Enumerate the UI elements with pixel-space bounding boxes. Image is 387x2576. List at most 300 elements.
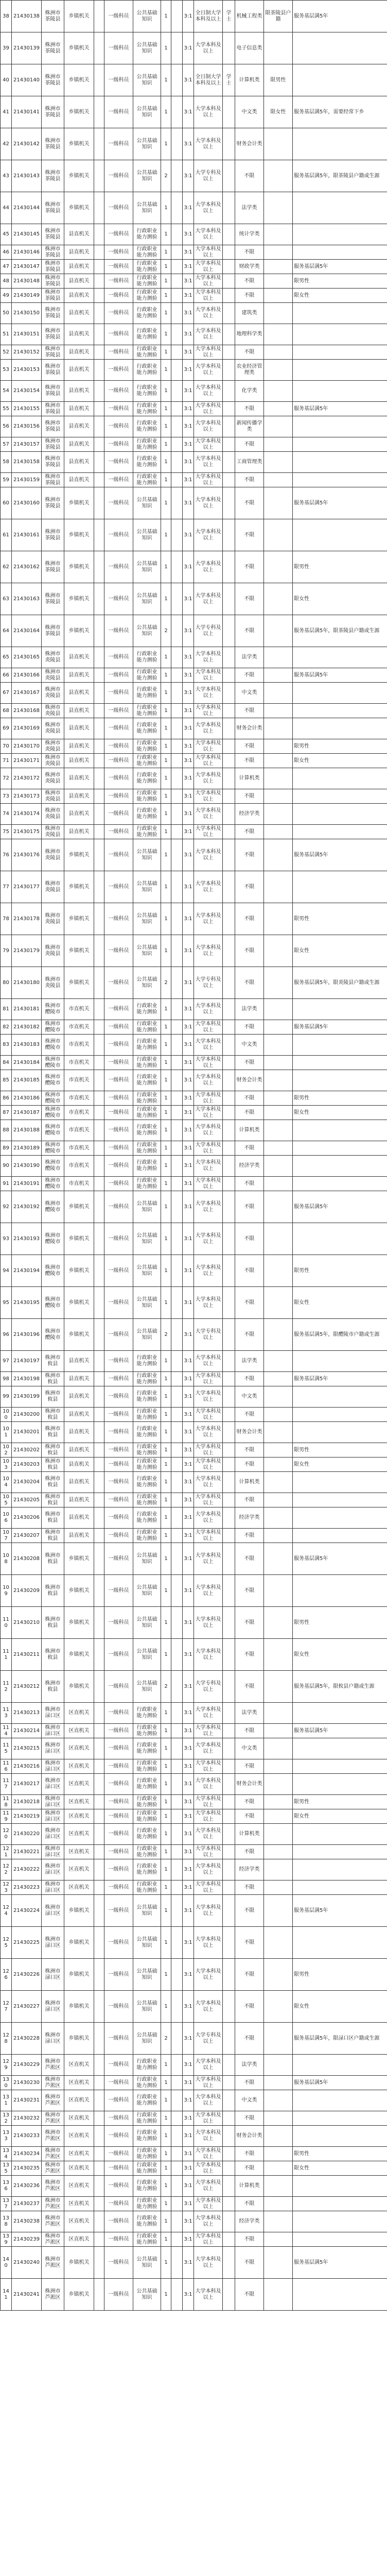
- cell-empty: [94, 1035, 104, 1056]
- cell-unit: 县直机关: [64, 739, 94, 754]
- cell-seq: 133: [1, 2126, 12, 2147]
- cell-unit: 县直机关: [64, 473, 94, 487]
- cell-major: 不限: [235, 345, 264, 360]
- cell-code: 21430172: [12, 768, 42, 789]
- cell-empty: [94, 224, 104, 245]
- cell-major: 财务会计类: [235, 718, 264, 739]
- cell-seq: 76: [1, 839, 12, 871]
- cell-note: 限男性: [293, 1091, 387, 1106]
- cell-other: 限茶陵县户籍: [264, 1, 293, 32]
- cell-seq: 127: [1, 1991, 12, 2023]
- cell-edu: 大学本科及以上: [194, 1287, 223, 1319]
- cell-edu: 大学本科及以上: [194, 2126, 223, 2147]
- cell-region: 株洲市茶陵县: [42, 96, 64, 128]
- cell-region: 株洲市渌口区: [42, 1895, 64, 1927]
- cell-ratio: 3:1: [183, 1671, 194, 1703]
- cell-degree: [223, 1639, 235, 1671]
- cell-count: 1: [161, 1774, 171, 1795]
- cell-code: 21430214: [12, 1724, 42, 1738]
- cell-empty: [94, 647, 104, 668]
- cell-region: 株洲市渌口区: [42, 1927, 64, 1959]
- cell-other: [264, 1895, 293, 1927]
- cell-degree: [223, 1895, 235, 1927]
- cell-empty: [171, 452, 183, 473]
- cell-other: [264, 1795, 293, 1809]
- cell-job: 一级科员: [104, 1, 133, 32]
- table-row: [1, 2055, 387, 2076]
- cell-job: 一级科员: [104, 1880, 133, 1895]
- cell-subject: 行政职业能力测验: [133, 2147, 161, 2161]
- cell-region: 株洲市攸县: [42, 1639, 64, 1671]
- cell-major: 不限: [235, 739, 264, 754]
- cell-major: 不限: [235, 1223, 264, 1255]
- cell-region: 株洲市炎陵县: [42, 825, 64, 839]
- cell-major: 不限: [235, 1458, 264, 1472]
- cell-count: 1: [161, 2111, 171, 2126]
- cell-job: 一级科员: [104, 487, 133, 519]
- table-row: [1, 739, 387, 754]
- cell-unit: 县直机关: [64, 825, 94, 839]
- cell-ratio: 3:1: [183, 718, 194, 739]
- cell-count: 1: [161, 1845, 171, 1859]
- cell-major: 法学类: [235, 1351, 264, 1372]
- cell-empty: [94, 260, 104, 274]
- cell-edu: 大学本科及以上: [194, 551, 223, 583]
- table-row: [1, 1177, 387, 1191]
- cell-note: 服务基层满5年: [293, 1895, 387, 1927]
- cell-job: 一级科员: [104, 1156, 133, 1177]
- cell-ratio: 3:1: [183, 1443, 194, 1458]
- cell-empty: [171, 473, 183, 487]
- cell-empty: [94, 551, 104, 583]
- cell-region: 株洲市茶陵县: [42, 32, 64, 64]
- cell-job: 一级科员: [104, 402, 133, 416]
- cell-other: [264, 224, 293, 245]
- table-row: [1, 1422, 387, 1443]
- cell-code: 21430173: [12, 789, 42, 804]
- cell-empty: [171, 128, 183, 160]
- cell-count: 1: [161, 224, 171, 245]
- cell-code: 21430166: [12, 668, 42, 683]
- cell-code: 21430217: [12, 1774, 42, 1795]
- cell-ratio: 3:1: [183, 1035, 194, 1056]
- cell-degree: [223, 437, 235, 452]
- cell-job: 一级科员: [104, 1991, 133, 2023]
- table-row: [1, 1319, 387, 1351]
- cell-empty: [94, 2147, 104, 2161]
- cell-subject: 公共基础知识: [133, 615, 161, 647]
- cell-count: 1: [161, 704, 171, 718]
- cell-subject: 公共基础知识: [133, 64, 161, 96]
- cell-ratio: 3:1: [183, 1156, 194, 1177]
- cell-degree: [223, 1809, 235, 1824]
- cell-count: 1: [161, 718, 171, 739]
- cell-degree: [223, 519, 235, 551]
- cell-ratio: 3:1: [183, 789, 194, 804]
- cell-count: 1: [161, 345, 171, 360]
- cell-empty: [94, 1422, 104, 1443]
- table-row: [1, 683, 387, 704]
- cell-region: 株洲市茶陵县: [42, 381, 64, 402]
- cell-major: 不限: [235, 1529, 264, 1543]
- cell-seq: 124: [1, 1895, 12, 1927]
- cell-count: 1: [161, 1575, 171, 1607]
- cell-major: 不限: [235, 1639, 264, 1671]
- cell-degree: [223, 402, 235, 416]
- cell-ratio: 3:1: [183, 2161, 194, 2176]
- cell-ratio: 3:1: [183, 260, 194, 274]
- cell-note: [293, 324, 387, 345]
- cell-edu: 大学本科及以上: [194, 260, 223, 274]
- cell-ratio: 3:1: [183, 583, 194, 615]
- table-row: [1, 303, 387, 324]
- cell-note: 服务基层满5年: [293, 2076, 387, 2090]
- cell-count: 1: [161, 1223, 171, 1255]
- cell-empty: [94, 1529, 104, 1543]
- cell-unit: 县直机关: [64, 452, 94, 473]
- cell-empty: [171, 437, 183, 452]
- cell-empty: [171, 303, 183, 324]
- cell-region: 株洲市醴陵市: [42, 1056, 64, 1070]
- cell-subject: 行政职业能力测验: [133, 2232, 161, 2247]
- cell-region: 株洲市渌口区: [42, 1859, 64, 1880]
- cell-degree: [223, 1795, 235, 1809]
- cell-degree: [223, 128, 235, 160]
- cell-region: 株洲市攸县: [42, 1458, 64, 1472]
- cell-edu: 大学本科及以上: [194, 473, 223, 487]
- cell-count: 1: [161, 739, 171, 754]
- cell-empty: [171, 718, 183, 739]
- cell-edu: 大学本科及以上: [194, 1070, 223, 1091]
- cell-unit: 乡镇机关: [64, 1191, 94, 1223]
- cell-degree: [223, 789, 235, 804]
- cell-ratio: 3:1: [183, 1895, 194, 1927]
- cell-major: 不限: [235, 1020, 264, 1035]
- cell-degree: [223, 324, 235, 345]
- cell-note: 服务基层满5年: [293, 839, 387, 871]
- cell-job: 一级科员: [104, 1223, 133, 1255]
- cell-other: [264, 1529, 293, 1543]
- cell-unit: 县直机关: [64, 437, 94, 452]
- cell-seq: 80: [1, 967, 12, 999]
- cell-empty: [94, 1759, 104, 1774]
- cell-unit: 市直机关: [64, 1035, 94, 1056]
- cell-other: [264, 1724, 293, 1738]
- cell-region: 株洲市炎陵县: [42, 935, 64, 967]
- cell-empty: [171, 1724, 183, 1738]
- cell-other: [264, 2111, 293, 2126]
- cell-empty: [171, 224, 183, 245]
- cell-major: 不限: [235, 1255, 264, 1287]
- table-row: [1, 2126, 387, 2147]
- cell-empty: [171, 967, 183, 999]
- cell-other: [264, 1177, 293, 1191]
- cell-ratio: 3:1: [183, 519, 194, 551]
- cell-code: 21430159: [12, 473, 42, 487]
- cell-subject: 行政职业能力测验: [133, 2055, 161, 2076]
- table-row: [1, 839, 387, 871]
- cell-subject: 行政职业能力测验: [133, 260, 161, 274]
- cell-unit: 乡镇机关: [64, 2247, 94, 2279]
- cell-region: 株洲市芦淞区: [42, 2111, 64, 2126]
- cell-job: 一级科员: [104, 2197, 133, 2211]
- cell-edu: 大学本科及以上: [194, 1575, 223, 1607]
- cell-count: 1: [161, 2126, 171, 2147]
- cell-code: 21430169: [12, 718, 42, 739]
- cell-ratio: 3:1: [183, 1386, 194, 1408]
- cell-other: [264, 1927, 293, 1959]
- cell-edu: 大学本科及以上: [194, 360, 223, 381]
- cell-code: 21430186: [12, 1091, 42, 1106]
- cell-unit: 区直机关: [64, 2147, 94, 2161]
- table-row: [1, 1738, 387, 1759]
- cell-count: 1: [161, 804, 171, 825]
- cell-ratio: 3:1: [183, 999, 194, 1020]
- cell-empty: [171, 245, 183, 260]
- cell-unit: 区直机关: [64, 1824, 94, 1845]
- cell-note: [293, 2232, 387, 2247]
- cell-edu: 大学本科及以上: [194, 128, 223, 160]
- cell-job: 一级科员: [104, 804, 133, 825]
- cell-empty: [171, 1070, 183, 1091]
- cell-seq: 109: [1, 1575, 12, 1607]
- cell-job: 一级科员: [104, 416, 133, 437]
- cell-unit: 区直机关: [64, 2211, 94, 2232]
- cell-unit: 县直机关: [64, 789, 94, 804]
- cell-major: 不限: [235, 754, 264, 768]
- cell-count: 1: [161, 473, 171, 487]
- cell-major: 不限: [235, 519, 264, 551]
- cell-note: [293, 2211, 387, 2232]
- cell-region: 株洲市茶陵县: [42, 452, 64, 473]
- cell-region: 株洲市茶陵县: [42, 1, 64, 32]
- cell-major: 农业经济管理类: [235, 360, 264, 381]
- cell-degree: [223, 2247, 235, 2279]
- cell-region: 株洲市攸县: [42, 1493, 64, 1507]
- cell-edu: 大学本科及以上: [194, 1106, 223, 1120]
- cell-note: [293, 2126, 387, 2147]
- cell-job: 一级科员: [104, 1120, 133, 1141]
- cell-other: [264, 1191, 293, 1223]
- cell-region: 株洲市炎陵县: [42, 754, 64, 768]
- cell-unit: 区直机关: [64, 2126, 94, 2147]
- cell-count: 2: [161, 160, 171, 192]
- cell-job: 一级科员: [104, 192, 133, 224]
- cell-job: 一级科员: [104, 519, 133, 551]
- table-row: [1, 1927, 387, 1959]
- cell-job: 一级科员: [104, 647, 133, 668]
- cell-note: 限女性: [293, 2161, 387, 2176]
- cell-count: 1: [161, 1351, 171, 1372]
- cell-empty: [94, 1845, 104, 1859]
- cell-edu: 大学本科及以上: [194, 1880, 223, 1895]
- cell-code: 21430152: [12, 345, 42, 360]
- cell-code: 21430192: [12, 1191, 42, 1223]
- cell-empty: [94, 381, 104, 402]
- cell-empty: [171, 935, 183, 967]
- cell-empty: [171, 1408, 183, 1422]
- cell-job: 一级科员: [104, 739, 133, 754]
- cell-code: 21430171: [12, 754, 42, 768]
- cell-ratio: 3:1: [183, 1493, 194, 1507]
- cell-note: [293, 1880, 387, 1895]
- cell-unit: 乡镇机关: [64, 903, 94, 935]
- cell-empty: [171, 1056, 183, 1070]
- cell-subject: 行政职业能力测验: [133, 1824, 161, 1845]
- cell-subject: 行政职业能力测验: [133, 1493, 161, 1507]
- cell-note: 限女性: [293, 935, 387, 967]
- cell-code: 21430194: [12, 1255, 42, 1287]
- cell-count: 1: [161, 1372, 171, 1386]
- cell-unit: 县直机关: [64, 416, 94, 437]
- cell-unit: 区直机关: [64, 2161, 94, 2176]
- table-row: [1, 871, 387, 903]
- cell-unit: 县直机关: [64, 647, 94, 668]
- cell-major: 计算机类: [235, 768, 264, 789]
- cell-empty: [94, 1895, 104, 1927]
- cell-unit: 县直机关: [64, 683, 94, 704]
- cell-subject: 公共基础知识: [133, 32, 161, 64]
- cell-other: [264, 999, 293, 1020]
- cell-subject: 行政职业能力测验: [133, 804, 161, 825]
- cell-code: 21430151: [12, 324, 42, 345]
- table-row: [1, 1070, 387, 1091]
- cell-major: 财务会计类: [235, 1422, 264, 1443]
- cell-unit: 县直机关: [64, 704, 94, 718]
- cell-unit: 县直机关: [64, 1493, 94, 1507]
- cell-other: [264, 1035, 293, 1056]
- cell-seq: 94: [1, 1255, 12, 1287]
- cell-empty: [171, 1880, 183, 1895]
- cell-major: 不限: [235, 1895, 264, 1927]
- cell-other: [264, 768, 293, 789]
- cell-unit: 区直机关: [64, 2197, 94, 2211]
- cell-ratio: 3:1: [183, 1351, 194, 1372]
- cell-unit: 县直机关: [64, 668, 94, 683]
- cell-seq: 45: [1, 224, 12, 245]
- cell-job: 一级科员: [104, 64, 133, 96]
- cell-ratio: 3:1: [183, 1372, 194, 1386]
- cell-count: 1: [161, 1895, 171, 1927]
- cell-region: 株洲市茶陵县: [42, 260, 64, 274]
- cell-job: 一级科员: [104, 615, 133, 647]
- table-row: [1, 1671, 387, 1703]
- cell-count: 1: [161, 1070, 171, 1091]
- cell-degree: [223, 1408, 235, 1422]
- cell-other: [264, 473, 293, 487]
- cell-major: 不限: [235, 1959, 264, 1991]
- cell-note: [293, 1507, 387, 1529]
- cell-ratio: 3:1: [183, 2176, 194, 2197]
- cell-other: [264, 2197, 293, 2211]
- cell-empty: [94, 360, 104, 381]
- cell-unit: 市直机关: [64, 1091, 94, 1106]
- cell-subject: 行政职业能力测验: [133, 1759, 161, 1774]
- cell-code: 21430239: [12, 2232, 42, 2247]
- cell-empty: [171, 1386, 183, 1408]
- cell-count: 1: [161, 1927, 171, 1959]
- cell-degree: [223, 2090, 235, 2111]
- cell-count: 1: [161, 668, 171, 683]
- cell-unit: 市直机关: [64, 1120, 94, 1141]
- cell-empty: [94, 789, 104, 804]
- cell-major: 不限: [235, 402, 264, 416]
- cell-empty: [94, 935, 104, 967]
- cell-note: [293, 1703, 387, 1724]
- cell-degree: [223, 1056, 235, 1070]
- cell-empty: [94, 2126, 104, 2147]
- cell-unit: 乡镇机关: [64, 615, 94, 647]
- cell-ratio: 3:1: [183, 2232, 194, 2247]
- cell-unit: 县直机关: [64, 1529, 94, 1543]
- cell-other: [264, 903, 293, 935]
- cell-empty: [94, 1991, 104, 2023]
- cell-empty: [171, 804, 183, 825]
- cell-empty: [94, 1493, 104, 1507]
- cell-ratio: 3:1: [183, 1774, 194, 1795]
- cell-other: [264, 1120, 293, 1141]
- cell-region: 株洲市攸县: [42, 1472, 64, 1493]
- cell-code: 21430185: [12, 1070, 42, 1091]
- cell-note: 限女性: [293, 1106, 387, 1120]
- cell-ratio: 3:1: [183, 289, 194, 303]
- cell-empty: [171, 1287, 183, 1319]
- cell-ratio: 3:1: [183, 96, 194, 128]
- cell-region: 株洲市渌口区: [42, 1795, 64, 1809]
- cell-seq: 129: [1, 2055, 12, 2076]
- cell-note: [293, 32, 387, 64]
- cell-code: 21430170: [12, 739, 42, 754]
- cell-seq: 50: [1, 303, 12, 324]
- cell-edu: 大学专科及以上: [194, 1319, 223, 1351]
- cell-note: [293, 1408, 387, 1422]
- cell-degree: [223, 1191, 235, 1223]
- cell-seq: 132: [1, 2111, 12, 2126]
- cell-edu: 大学本科及以上: [194, 1809, 223, 1824]
- table-row: [1, 274, 387, 289]
- cell-major: 新闻传播学类: [235, 416, 264, 437]
- cell-empty: [171, 2023, 183, 2055]
- table-row: [1, 2232, 387, 2247]
- cell-empty: [94, 519, 104, 551]
- cell-empty: [94, 1091, 104, 1106]
- cell-note: 服务基层满5年: [293, 1724, 387, 1738]
- cell-degree: [223, 999, 235, 1020]
- cell-major: 中文类: [235, 1386, 264, 1408]
- table-row: [1, 1443, 387, 1458]
- cell-seq: 64: [1, 615, 12, 647]
- cell-note: 限男性: [293, 274, 387, 289]
- cell-job: 一级科员: [104, 1809, 133, 1824]
- cell-ratio: 3:1: [183, 487, 194, 519]
- cell-note: [293, 825, 387, 839]
- cell-empty: [94, 1372, 104, 1386]
- cell-degree: [223, 1035, 235, 1056]
- cell-note: 服务基层满5年，限茶陵县户籍或生源: [293, 160, 387, 192]
- cell-edu: 大学本科及以上: [194, 1351, 223, 1372]
- cell-code: 21430213: [12, 1703, 42, 1724]
- cell-count: 1: [161, 1141, 171, 1156]
- table-row: [1, 1493, 387, 1507]
- cell-count: 1: [161, 274, 171, 289]
- table-row: [1, 1859, 387, 1880]
- cell-edu: 大学本科及以上: [194, 224, 223, 245]
- cell-ratio: 3:1: [183, 1106, 194, 1120]
- cell-note: [293, 1070, 387, 1091]
- cell-ratio: 3:1: [183, 1927, 194, 1959]
- cell-empty: [171, 1255, 183, 1287]
- cell-note: [293, 1056, 387, 1070]
